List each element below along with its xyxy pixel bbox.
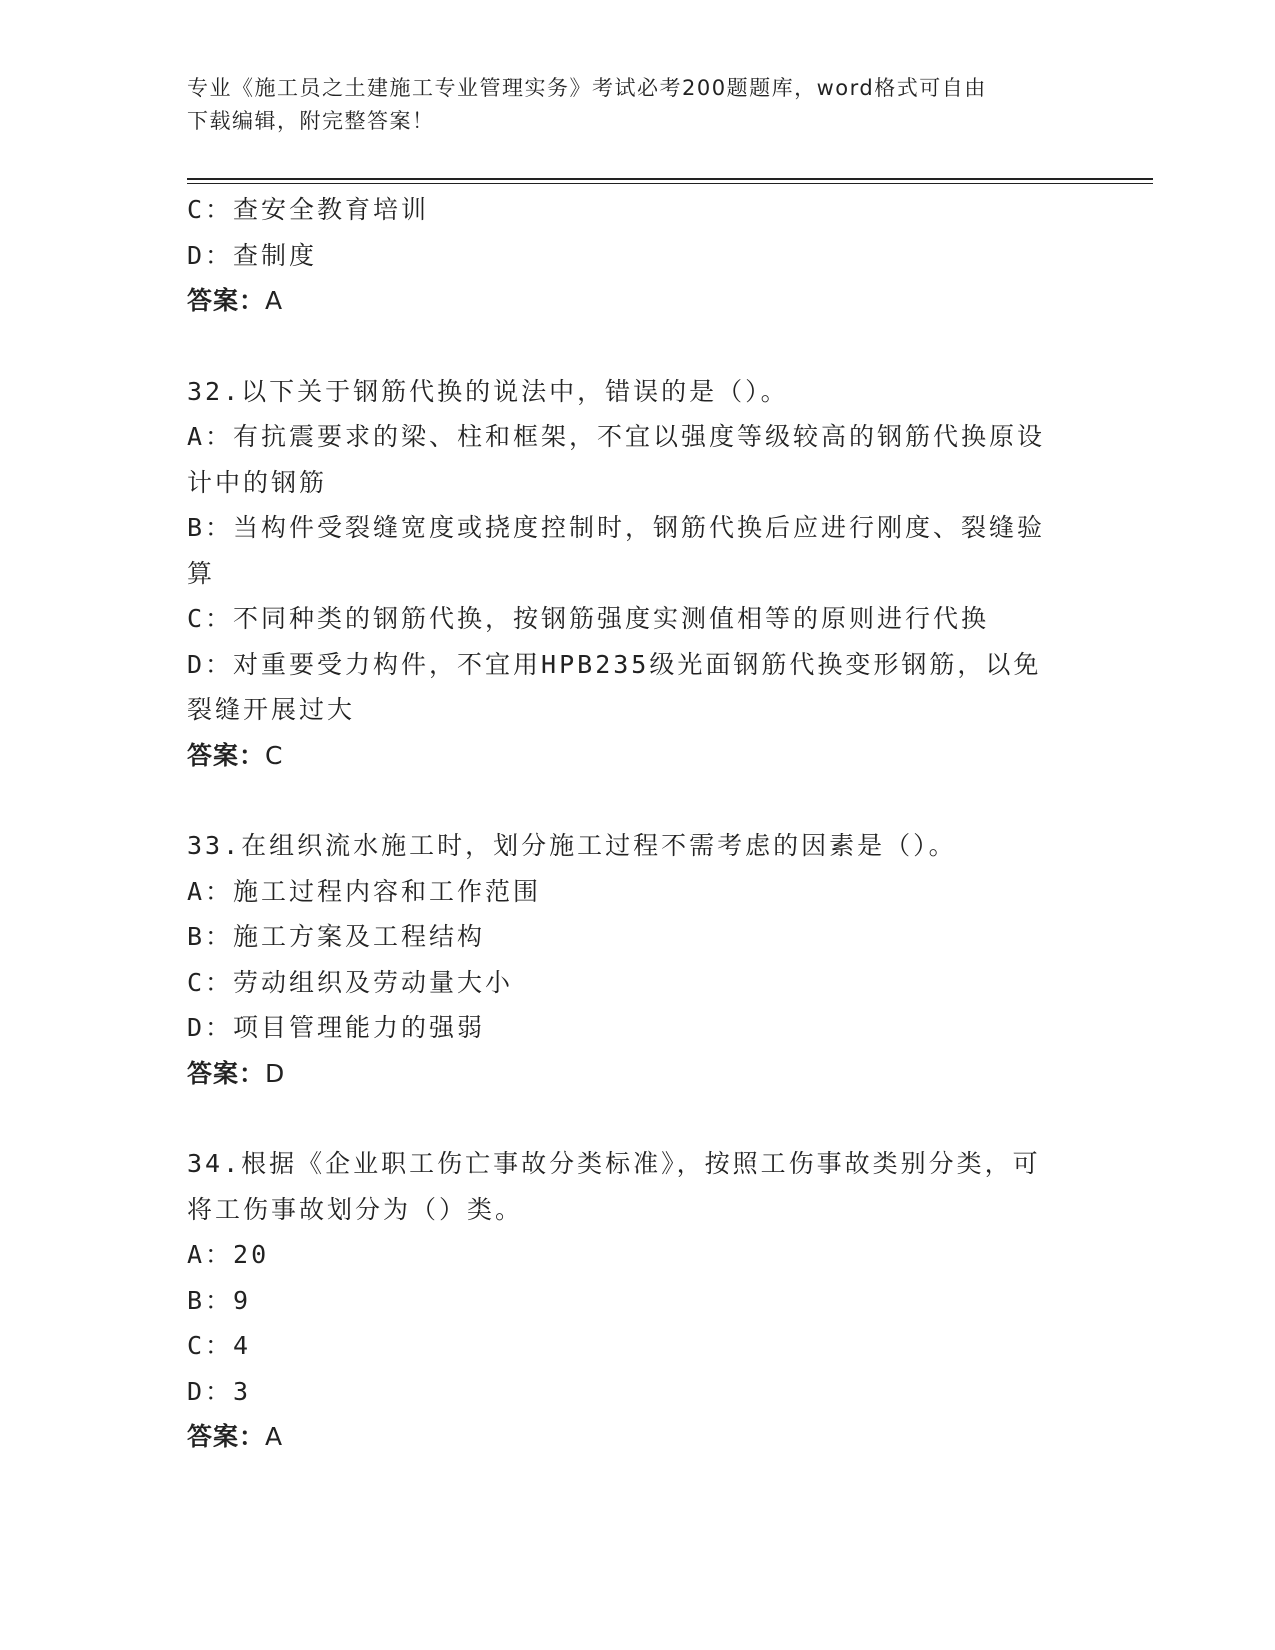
answer-line (187, 733, 1087, 779)
answer-label: 答案： (187, 1058, 266, 1088)
header-rule-thick (187, 178, 1153, 180)
option-line: 计中的钢筋 (187, 467, 328, 497)
option-line: A：施工过程内容和工作范围 (187, 876, 542, 906)
question-content (187, 187, 1087, 1460)
option-line: A：20 (187, 1240, 270, 1269)
option-line: C：不同种类的钢筋代换，按钢筋强度实测值相等的原则进行代换 (187, 604, 990, 633)
option-line: B：施工方案及工程结构 (187, 922, 486, 951)
answer-value: A (265, 286, 283, 315)
option-line: D：3 (187, 1376, 252, 1406)
question-stem: 33.在组织流水施工时，划分施工过程不需考虑的因素是（）。 (187, 831, 957, 860)
answer-value: A (265, 1422, 283, 1451)
option-line: 算 (187, 558, 216, 588)
option-line: D：对重要受力构件，不宜用HPB235级光面钢筋代换变形钢筋，以免 (187, 649, 1042, 679)
option-line: 裂缝开展过大 (187, 695, 356, 724)
answer-line (187, 1414, 1087, 1460)
answer-label: 答案： (187, 1422, 266, 1451)
question-stem: 将工伤事故划分为（）类。 (187, 1194, 524, 1224)
answer-label: 答案： (187, 740, 266, 770)
option-line: C：4 (187, 1331, 252, 1360)
answer-value: C (265, 740, 283, 770)
header-line-1: 专业《施工员之土建施工专业管理实务》考试必考200题题库，word格式可自由 (187, 76, 987, 100)
question-gap (187, 1096, 1087, 1141)
question-gap (187, 778, 1087, 823)
answer-value: D (265, 1058, 285, 1088)
question-block-33 (187, 823, 1087, 1096)
option-line: B：当构件受裂缝宽度或挠度控制时，钢筋代换后应进行刚度、裂缝验 (187, 513, 1046, 542)
answer-line (187, 278, 1087, 324)
answer-label: 答案： (187, 286, 266, 315)
option-line: D：项目管理能力的强弱 (187, 1013, 486, 1042)
prev-question-block (187, 187, 1087, 324)
option-line: C：查安全教育培训 (187, 195, 430, 224)
answer-line (187, 1051, 1087, 1097)
option-line: A：有抗震要求的梁、柱和框架，不宜以强度等级较高的钢筋代换原设 (187, 422, 1046, 451)
question-block-34 (187, 1141, 1087, 1460)
question-stem: 32.以下关于钢筋代换的说法中，错误的是（）。 (187, 376, 789, 406)
question-block-32 (187, 369, 1087, 779)
option-line: D：查制度 (187, 240, 318, 270)
question-gap (187, 324, 1087, 369)
question-stem: 34.根据《企业职工伤亡事故分类标准》，按照工伤事故类别分类，可 (187, 1149, 1041, 1178)
document-header (187, 72, 1087, 138)
header-line-2: 下载编辑，附完整答案！ (187, 109, 435, 133)
header-rule-thin (187, 183, 1153, 184)
option-line: B：9 (187, 1285, 252, 1315)
option-line: C：劳动组织及劳动量大小 (187, 967, 514, 997)
